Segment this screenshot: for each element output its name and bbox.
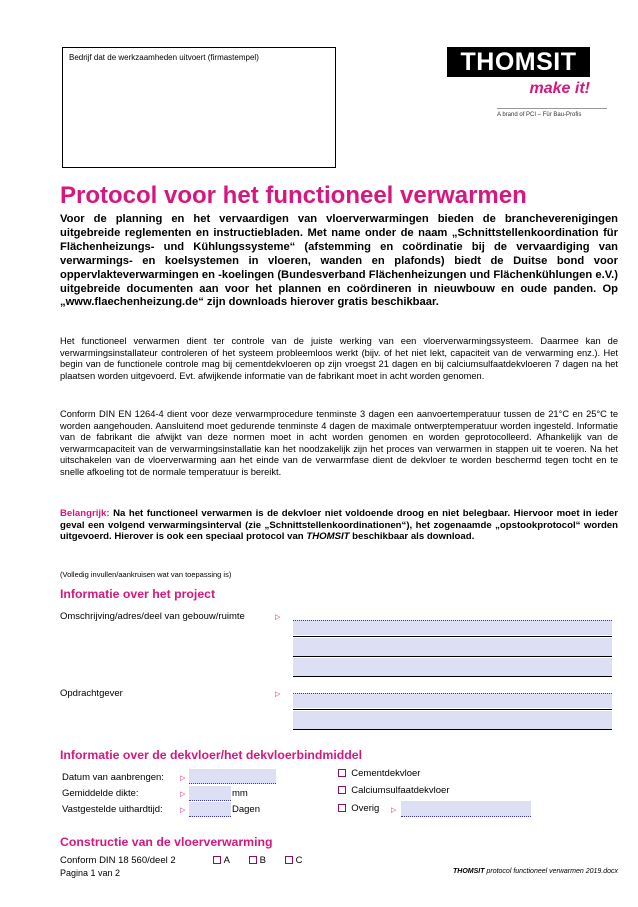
option-cement[interactable]: Cementdekvloer [338, 768, 420, 779]
checkbox[interactable] [338, 769, 346, 777]
option-a[interactable]: A [213, 855, 230, 866]
checkbox[interactable] [249, 856, 257, 864]
field-line [293, 729, 612, 730]
checkbox[interactable] [338, 804, 346, 812]
logo-divider [497, 108, 607, 109]
important-text: Na het functioneel verwarmen is de dekvloer niet voldoende droog en niet belegbaar. Hiervoor moet in ieder geval een volgend verwarmingsinterval (zie „Schnittstellenkoordinationen“), het zogenaamde „opstookprotocol“ worden uitgevoerd. Hierover is ook een speciaal protocol van [60, 508, 618, 543]
checkbox[interactable] [285, 856, 293, 864]
field-line [293, 676, 612, 677]
body-paragraph-1: Het functioneel verwarmen dient ter controle van de juiste werking van een vloerverwarmingssysteem. Daarmee kan de verwarmingsinstallateur controleren of het systeem probleemloos werkt (bijv. of het niet lekt, capaciteit van de verwarming enz.). Het begin van de functionele controle mag bij cementdekvloeren op zijn vroegst 21 dagen en bij calciumsulfaatdekvloeren 7 dagen na het plaatsen worden uitgevoerd. Evt. afwijkende informatie van de fabrikant moet in acht worden genomen. [60, 336, 618, 381]
logo-subline: A brand of PCI – Für Bau-Profis [497, 112, 582, 118]
client-field-2[interactable] [293, 711, 612, 729]
section-heading-project: Informatie over het project [60, 587, 216, 601]
description-field-3[interactable] [293, 658, 612, 676]
cure-time-field[interactable] [189, 802, 231, 817]
important-tail: beschikbaar als download. [349, 531, 475, 543]
client-label: Opdrachtgever [60, 688, 123, 699]
description-field-1[interactable] [293, 620, 612, 635]
description-field-2[interactable] [293, 638, 612, 656]
pointer-icon: ▷ [180, 807, 186, 814]
client-field-1[interactable] [293, 693, 612, 708]
section-heading-construction: Constructie van de vloerverwarming [60, 835, 273, 849]
pointer-icon: ▷ [391, 807, 397, 814]
date-field[interactable] [189, 769, 276, 784]
date-label: Datum van aanbrengen: [62, 772, 164, 783]
footer-file: protocol functioneel verwarmen 2019.docx [484, 868, 618, 875]
intro-paragraph: Voor de planning en het vervaardigen van vloerverwarmingen bieden de brancheverenigingen uitgebreide reglementen en instructiebladen. Met name onder de naam „Schnittstellenkoordination für Flächenheizungs- und Kühlungssysteme“ (afstemming en coördinatie bij de vervaardiging van verwarmings- en koelsystemen in vloeren, wanden en plafonds) biedt de Duitse bond voor oppervlakteverwarmingen en -koelingen (Bundesverband Flächenheizungen und Flächenkühlungen e.V.) uitgebreide documenten aan voor het plannen en coördineren in nieuwbouw en oude panden. Op „www.flaechenheizung.de“ zijn downloads hierover gratis beschikbaar. [60, 213, 618, 309]
thickness-field[interactable] [189, 786, 231, 801]
field-line [293, 709, 612, 710]
footer-filename [453, 868, 618, 875]
option-calcium-sulfate[interactable]: Calciumsulfaatdekvloer [338, 785, 450, 796]
footer-brand: THOMSIT [453, 868, 485, 875]
other-field[interactable] [401, 801, 531, 817]
section-heading-screed: Informatie over de dekvloer/het dekvloerbindmiddel [60, 748, 363, 762]
field-line [293, 656, 612, 657]
description-label: Omschrijving/adres/deel van gebouw/ruimte [60, 611, 245, 622]
thickness-label: Gemiddelde dikte: [62, 788, 139, 799]
pointer-icon: ▷ [275, 614, 281, 621]
body-paragraph-2: Conform DIN EN 1264-4 dient voor deze verwarmprocedure tenminste 3 dagen een aanvoertemperatuur tussen de 21°C en 25°C te worden aangehouden. Aansluitend moet gedurende tenminste 4 dagen de maximale ontwerptemperatuur worden ingesteld. Informatie van de fabrikant die afwijkt van deze normen moet in acht worden genomen en worden geprotocolleerd. Afhankelijk van de verwarmcapaciteit van de verwarmingsinstallatie kan het noodzakelijk zijn het proces van verwarmen in stappen uit te voeren. Na het uitschakelen van de vloerverwarming aan het einde van de verwarmfase dient de dekvloer te worden beschermd tegen tocht en te snelle afkoeling tot de normale temperatuur is bereikt. [60, 409, 618, 477]
cure-time-label: Vastgestelde uithardtijd: [62, 804, 163, 815]
thickness-unit: mm [232, 788, 248, 799]
field-line [293, 636, 612, 637]
checkbox[interactable] [213, 856, 221, 864]
option-c[interactable]: C [285, 855, 303, 866]
checkbox[interactable] [338, 786, 346, 794]
company-stamp-box[interactable] [62, 47, 336, 168]
page-number: Pagina 1 van 2 [60, 868, 121, 878]
pointer-icon: ▷ [275, 691, 281, 698]
option-other[interactable]: Overig [338, 803, 379, 814]
pointer-icon: ▷ [180, 775, 186, 782]
cure-time-unit: Dagen [232, 804, 260, 815]
logo-tagline: make it! [529, 80, 590, 97]
thomsit-logo: THOMSIT [447, 47, 590, 77]
fill-instruction: (Volledig invullen/aankruisen wat van toepassing is) [60, 570, 232, 579]
stamp-box-label: Bedrijf dat de werkzaamheden uitvoert (firmastempel) [69, 53, 259, 62]
important-paragraph [60, 508, 618, 543]
pointer-icon: ▷ [180, 791, 186, 798]
option-b[interactable]: B [249, 855, 266, 866]
page-title: Protocol voor het functioneel verwarmen [60, 182, 527, 209]
norm-label: Conform DIN 18 560/deel 2 [60, 855, 176, 866]
important-label: Belangrijk: [60, 508, 110, 519]
important-brand: THOMSIT [306, 531, 350, 543]
